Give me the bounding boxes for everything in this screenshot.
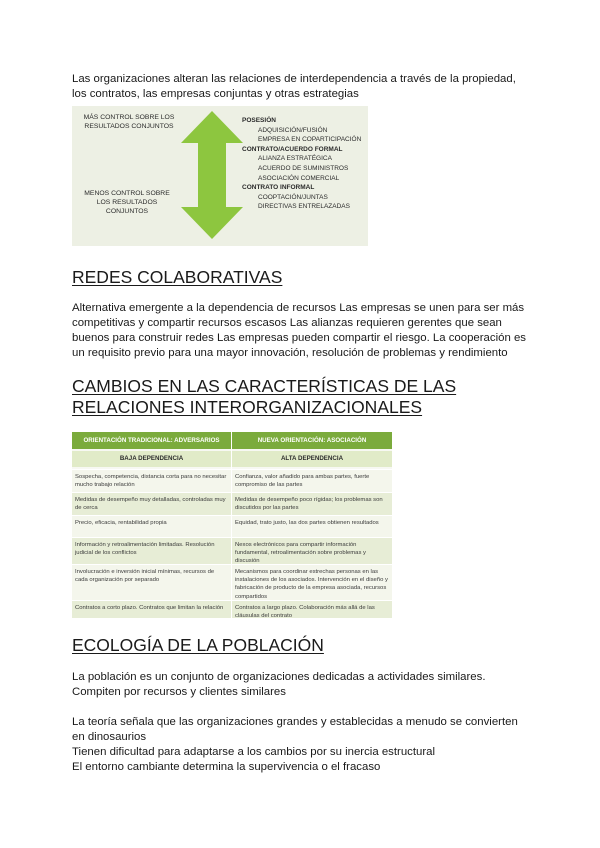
table-row [72,469,392,493]
table-subheader-high: ALTA DEPENDENCIA [232,451,392,467]
table-cell: Contratos a corto plazo. Contratos que limitan la relación [75,605,224,611]
category-item: ADQUISICIÓN/FUSIÓN [258,126,328,134]
table-row [72,600,392,618]
table-cell: Confianza, valor añadido para ambas partes, fuerte compromiso de las partes [235,474,370,489]
category-item: ACUERDO DE SUMINISTROS [258,164,349,172]
table-cell: Medidas de desempeño muy detalladas, controladas muy de cerca [75,497,226,512]
table-row [72,515,392,538]
category-item: COOPTACIÓN/JUNTAS [258,193,328,201]
inercia-paragraph: Tienen dificultad para adaptarse a los cambios por su inercia estructural [72,746,436,758]
table-cell: Equidad, trato justo, las dos partes obtienen resultados [235,520,379,526]
control-spectrum-diagram [72,106,368,246]
poblacion-paragraph: La población es un conjunto de organizaciones dedicadas a actividades similares. Compiten por recursos y clientes similares [72,671,486,698]
intro-paragraph: Las organizaciones alteran las relaciones de interdependencia a través de la propiedad, los contratos, las empresas conjuntas y otras estrategias [72,73,516,100]
category-title: POSESIÓN [242,117,276,124]
double-arrow-icon [180,110,244,240]
orientation-comparison-table [72,432,392,618]
table-row [72,564,392,601]
table-cell: Medidas de desempeño poco rígidas; los problemas son discutidos por las partes [235,497,383,512]
relationship-types-list [242,116,366,212]
category-item: ASOCIACIÓN COMERCIAL [258,174,340,182]
table-header-new: NUEVA ORIENTACIÓN: ASOCIACIÓN [232,432,392,449]
table-header-traditional: ORIENTACIÓN TRADICIONAL: ADVERSARIOS [72,432,231,449]
table-cell: Precio, eficacia, rentabilidad propia [75,520,167,526]
dinosaurios-paragraph: La teoría señala que las organizaciones grandes y establecidas a menudo se convierten en dinosaurios [72,716,518,743]
table-cell: Nexos electrónicos para compartir información fundamental, retroalimentación sobre problemas y discusión [235,542,366,565]
category-item: ALIANZA ESTRATÉGICA [258,155,332,163]
table-cell: Contratos a largo plazo. Colaboración más allá de las cláusulas del contrato [235,605,375,618]
table-row [72,537,392,565]
category-title: CONTRATO/ACUERDO FORMAL [242,145,343,153]
entorno-paragraph: El entorno cambiante determina la supervivencia o el fracaso [72,761,381,773]
category-item: EMPRESA EN COPARTICIPACIÓN [258,136,362,144]
table-row [72,492,392,516]
table-cell: Involucración e inversión inicial mínimas, recursos de cada organización por separado [75,569,215,584]
heading-cambios-caracteristicas: CAMBIOS EN LAS CARACTERÍSTICAS DE LAS RELACIONES INTERORGANIZACIONALES [72,376,457,417]
more-control-label: MÁS CONTROL SOBRE LOS RESULTADOS CONJUNTOS [83,114,175,130]
redes-paragraph: Alternativa emergente a la dependencia de recursos Las empresas se unen para ser más competitivas y compartir recursos escasos Las alianzas requieren gerentes que sean buenos para construir redes Las empresas pueden compartir el riesgo. La cooperación es un requisito previo para una mayor innovación, resolución de problemas y rendimiento [72,302,526,359]
category-title: CONTRATO INFORMAL [242,184,315,192]
table-column-divider [231,432,232,618]
less-control-label: MENOS CONTROL SOBRE LOS RESULTADOS CONJUNTOS [84,190,170,215]
table-cell: Mecanismos para coordinar estrechas personas en las instalaciones de los asociados. Intervención en el diseño y fabricación de producto de la empresa asociada, recursos compartidos [235,569,388,600]
table-subheader-low: BAJA DEPENDENCIA [72,451,231,467]
heading-redes-colaborativas: REDES COLABORATIVAS [72,267,283,287]
table-cell: Sospecha, competencia, distancia corta para no necesitar mucho trabajo relación [75,474,227,489]
table-cell: Información y retroalimentación limitadas. Resolución judicial de los conflictos [75,542,215,557]
category-item: DIRECTIVAS ENTRELAZADAS [258,203,350,211]
heading-ecologia-poblacion: ECOLOGÍA DE LA POBLACIÓN [72,635,324,655]
